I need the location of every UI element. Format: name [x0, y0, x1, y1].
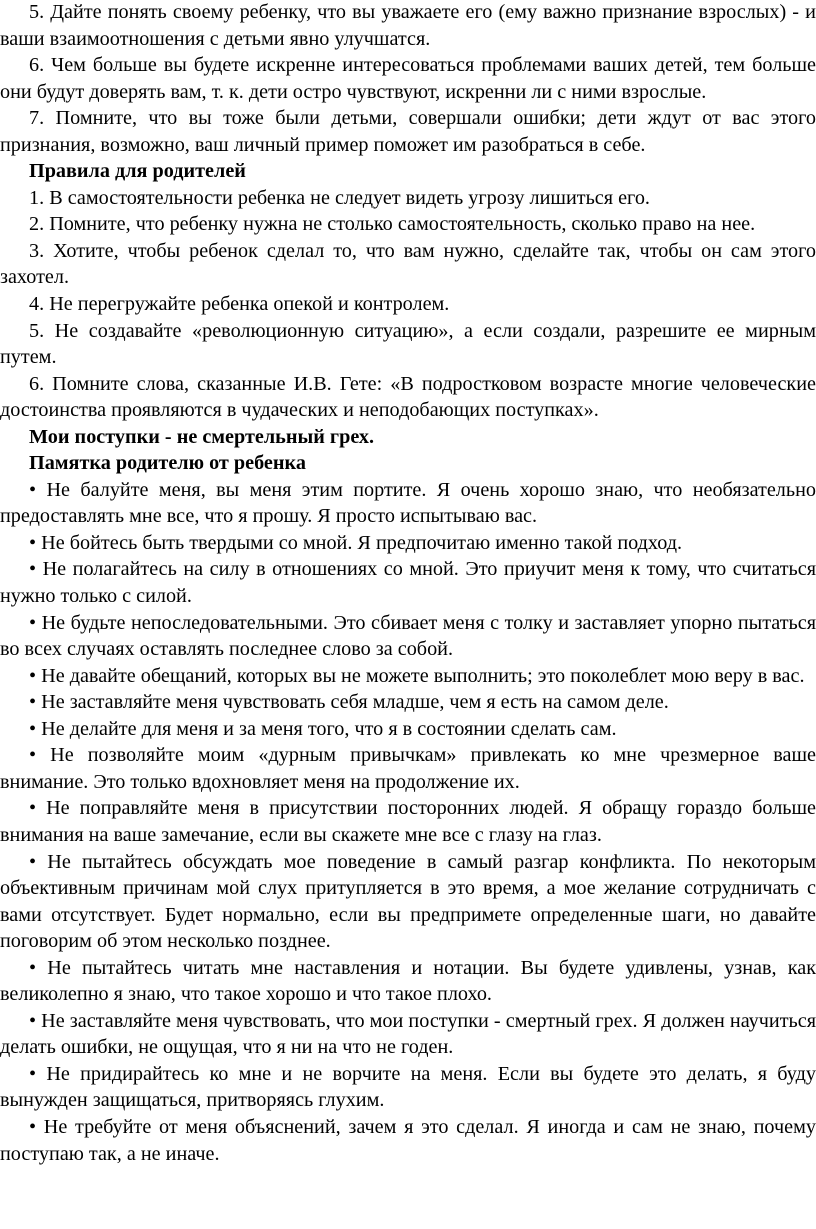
paragraph-interest: 6. Чем больше вы будете искренне интересоваться проблемами ваших детей, тем больше они будут доверять вам, т. к. дети остро чувствуют, искренни ли с ними взрослые. — [0, 54, 816, 103]
rule-3: 3. Хотите, чтобы ребенок сделал то, что вам нужно, сделайте так, чтобы он сам этого захотел. — [0, 239, 816, 289]
heading-not-mortal-sin: Мои поступки - не смертельный грех. — [29, 425, 375, 448]
memo-item: • Не требуйте от меня объяснений, зачем я это сделал. Я иногда и сам не знаю, почему поступаю так, а не иначе. — [0, 1115, 816, 1165]
memo-item: • Не бойтесь быть твердыми со мной. Я предпочитаю именно такой подход. — [29, 531, 683, 554]
memo-item: • Не полагайтесь на силу в отношениях со мной. Это приучит меня к тому, что считаться нужно только с силой. — [0, 558, 816, 608]
memo-item: • Не давайте обещаний, которых вы не можете выполнить; это поколеблет мою веру в вас. — [29, 664, 805, 687]
memo-item: • Не поправляйте меня в присутствии посторонних людей. Я обращу гораздо больше внимания на ваше замечание, если вы скажете мне все с глазу на глаз. — [0, 797, 816, 846]
memo-item: • Не придирайтесь ко мне и не ворчите на меня. Если вы будете это делать, я буду вынужден защищаться, притворяясь глухим. — [0, 1062, 816, 1112]
heading-rules-for-parents: Правила для родителей — [29, 160, 246, 183]
memo-item: • Не делайте для меня и за меня того, что я в состоянии сделать сам. — [29, 717, 617, 740]
memo-item: • Не будьте непоследовательными. Это сбивает меня с толку и заставляет упорно пытаться во всех случаях оставлять последнее слово за собой. — [0, 611, 816, 661]
rule-2: 2. Помните, что ребенку нужна не столько самостоятельность, сколько право на нее. — [29, 213, 756, 236]
memo-item: • Не заставляйте меня чувствовать, что мои поступки - смертный грех. Я должен научиться делать ошибки, не ощущая, что я ни на что не годен. — [0, 1009, 816, 1059]
memo-item: • Не пытайтесь читать мне наставления и нотации. Вы будете удивлены, узнав, как великолепно я знаю, что такое хорошо и что такое плохо. — [0, 956, 816, 1006]
heading-memo-from-child: Памятка родителю от ребенка — [29, 452, 306, 475]
memo-item: • Не заставляйте меня чувствовать себя младше, чем я есть на самом деле. — [29, 691, 669, 714]
memo-item: • Не пытайтесь обсуждать мое поведение в самый разгар конфликта. По некоторым объективным причинам мой слух притупляется в это время, а мое желание сотрудничать с вами отсутствует. Будет нормально, если вы предпримете определенные шаги, но давайте поговорим об этом несколько позднее. — [0, 850, 816, 953]
rule-4: 4. Не перегружайте ребенка опекой и контролем. — [29, 293, 450, 316]
rule-5: 5. Не создавайте «революционную ситуацию», а если создали, разрешите ее мирным путем. — [0, 319, 816, 369]
paragraph-remember-childhood: 7. Помните, что вы тоже были детьми, совершали ошибки; дети ждут от вас этого признания, возможно, ваш личный пример поможет им разобраться в себе. — [0, 107, 816, 156]
memo-item: • Не позволяйте моим «дурным привычкам» привлекать ко мне чрезмерное ваше внимание. Это только вдохновляет меня на продолжение их. — [0, 744, 816, 793]
rule-6: 6. Помните слова, сказанные И.В. Гете: «В подростковом возрасте многие человеческие достоинства проявляются в чудаческих и неподобающих поступках». — [0, 372, 816, 422]
memo-item: • Не балуйте меня, вы меня этим портите. Я очень хорошо знаю, что необязательно предоставлять мне все, что я прошу. Я просто испытываю вас. — [0, 478, 816, 528]
rule-1: 1. В самостоятельности ребенка не следует видеть угрозу лишиться его. — [29, 186, 650, 209]
paragraph-respect: 5. Дайте понять своему ребенку, что вы уважаете его (ему важно признание взрослых) - и ваши взаимоотношения с детьми явно улучшатся. — [0, 1, 816, 50]
